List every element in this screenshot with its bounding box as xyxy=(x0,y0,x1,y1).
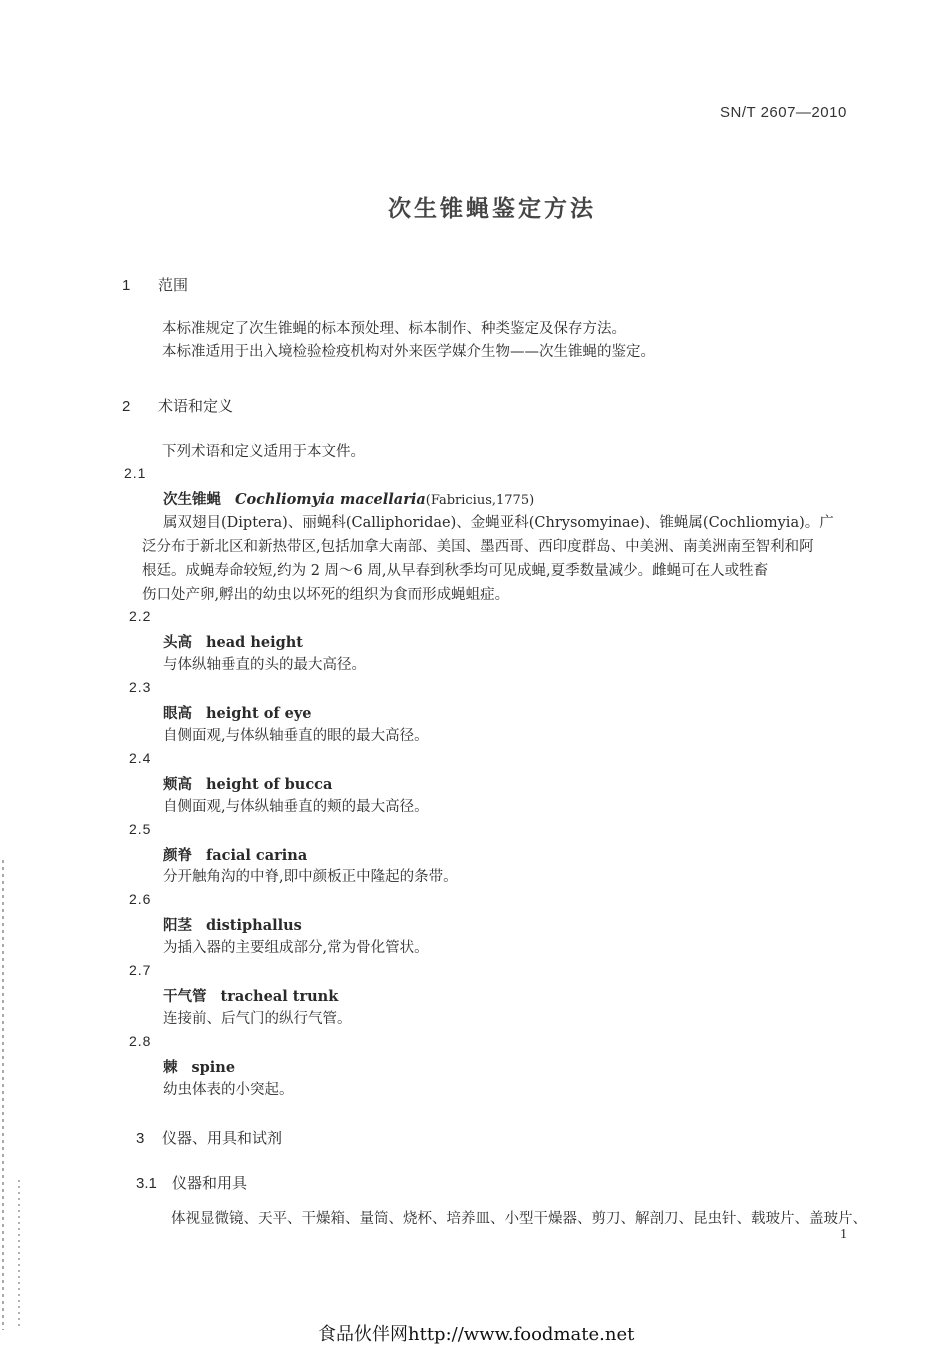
term-heading xyxy=(163,488,534,509)
page-number: 1 xyxy=(840,1227,847,1242)
term-heading xyxy=(163,702,312,723)
paragraph: 本标准规定了次生锥蝇的标本预处理、标本制作、种类鉴定及保存方法。 xyxy=(162,321,626,337)
standard-code: SN/T 2607—2010 xyxy=(720,104,847,121)
definition: 连接前、后气门的纵行气管。 xyxy=(163,1011,352,1027)
subsection-heading xyxy=(136,1172,247,1193)
section-number: 3 xyxy=(136,1130,145,1147)
term-latin: Cochliomyia macellaria xyxy=(235,491,426,508)
clause-number: 2.2 xyxy=(129,608,152,624)
term-cn: 阳茎 xyxy=(163,917,192,934)
scan-edge-mark xyxy=(2,860,4,1330)
document-title: 次生锥蝇鉴定方法 xyxy=(388,195,596,222)
term-en: spine xyxy=(191,1059,236,1076)
term-heading xyxy=(163,844,307,865)
clause-number: 2.8 xyxy=(129,1033,152,1049)
definition-line: 属双翅目(Diptera)、丽蝇科(Calliphoridae)、金蝇亚科(Chrysomyinae)、锥蝇属(Cochliomyia)。广 xyxy=(163,515,834,531)
section-title: 仪器、用具和试剂 xyxy=(162,1129,283,1147)
term-heading xyxy=(163,773,332,794)
clause-number: 2.3 xyxy=(129,679,152,695)
definition: 幼虫体表的小突起。 xyxy=(163,1082,294,1098)
section-number: 2 xyxy=(122,398,131,415)
scan-edge-mark xyxy=(18,1180,20,1330)
term-cn: 棘 xyxy=(163,1059,178,1076)
paragraph: 下列术语和定义适用于本文件。 xyxy=(162,444,365,460)
clause-number: 2.4 xyxy=(129,750,152,766)
term-cn: 头高 xyxy=(163,634,192,651)
definition-line: 根廷。成蝇寿命较短,约为 2 周～6 周,从早春到秋季均可见成蝇,夏季数量减少。雌蝇可在人或牲畜 xyxy=(142,563,769,579)
clause-number: 2.1 xyxy=(124,465,147,481)
term-en: height of bucca xyxy=(206,776,333,793)
definition: 自侧面观,与体纵轴垂直的眼的最大高径。 xyxy=(163,728,429,744)
clause-number: 2.7 xyxy=(129,962,152,978)
term-cn: 次生锥蝇 xyxy=(163,491,221,508)
definition: 自侧面观,与体纵轴垂直的颊的最大高径。 xyxy=(163,799,429,815)
definition: 为插入器的主要组成部分,常为骨化管状。 xyxy=(163,940,429,956)
clause-number: 2.6 xyxy=(129,891,152,907)
subsection-number: 3.1 xyxy=(136,1175,157,1192)
term-en: height of eye xyxy=(206,705,312,722)
definition: 与体纵轴垂直的头的最大高径。 xyxy=(163,657,366,673)
term-heading xyxy=(163,1056,235,1077)
paragraph: 本标准适用于出入境检验检疫机构对外来医学媒介生物——次生锥蝇的鉴定。 xyxy=(162,344,655,360)
term-heading xyxy=(163,985,338,1006)
section-title: 范围 xyxy=(158,276,189,294)
term-cn: 眼高 xyxy=(163,705,192,722)
term-en: head height xyxy=(206,634,304,651)
section-heading xyxy=(122,274,188,295)
section-number: 1 xyxy=(122,277,131,294)
term-heading xyxy=(163,631,303,652)
term-heading xyxy=(163,914,302,935)
term-en: tracheal trunk xyxy=(220,988,339,1005)
clause-number: 2.5 xyxy=(129,821,152,837)
subsection-title: 仪器和用具 xyxy=(172,1174,248,1192)
definition-line: 伤口处产卵,孵出的幼虫以坏死的组织为食而形成蝇蛆症。 xyxy=(142,587,510,603)
term-cn: 颜脊 xyxy=(163,847,192,864)
footer-watermark: 食品伙伴网http://www.foodmate.net xyxy=(318,1324,635,1345)
term-cn: 颊高 xyxy=(163,776,192,793)
term-cn: 干气管 xyxy=(163,988,207,1005)
term-author: (Fabricius,1775) xyxy=(425,493,535,508)
section-heading xyxy=(136,1127,282,1148)
definition: 分开触角沟的中脊,即中颜板正中隆起的条带。 xyxy=(163,869,458,885)
section-heading xyxy=(122,395,233,416)
definition-line: 泛分布于新北区和新热带区,包括加拿大南部、美国、墨西哥、西印度群岛、中美洲、南美洲南至智利和阿 xyxy=(142,539,814,555)
section-title: 术语和定义 xyxy=(158,397,234,415)
term-en: distiphallus xyxy=(206,917,302,934)
paragraph: 体视显微镜、天平、干燥箱、量筒、烧杯、培养皿、小型干燥器、剪刀、解剖刀、昆虫针、载玻片、盖玻片、 xyxy=(171,1211,867,1227)
term-en: facial carina xyxy=(206,847,308,864)
